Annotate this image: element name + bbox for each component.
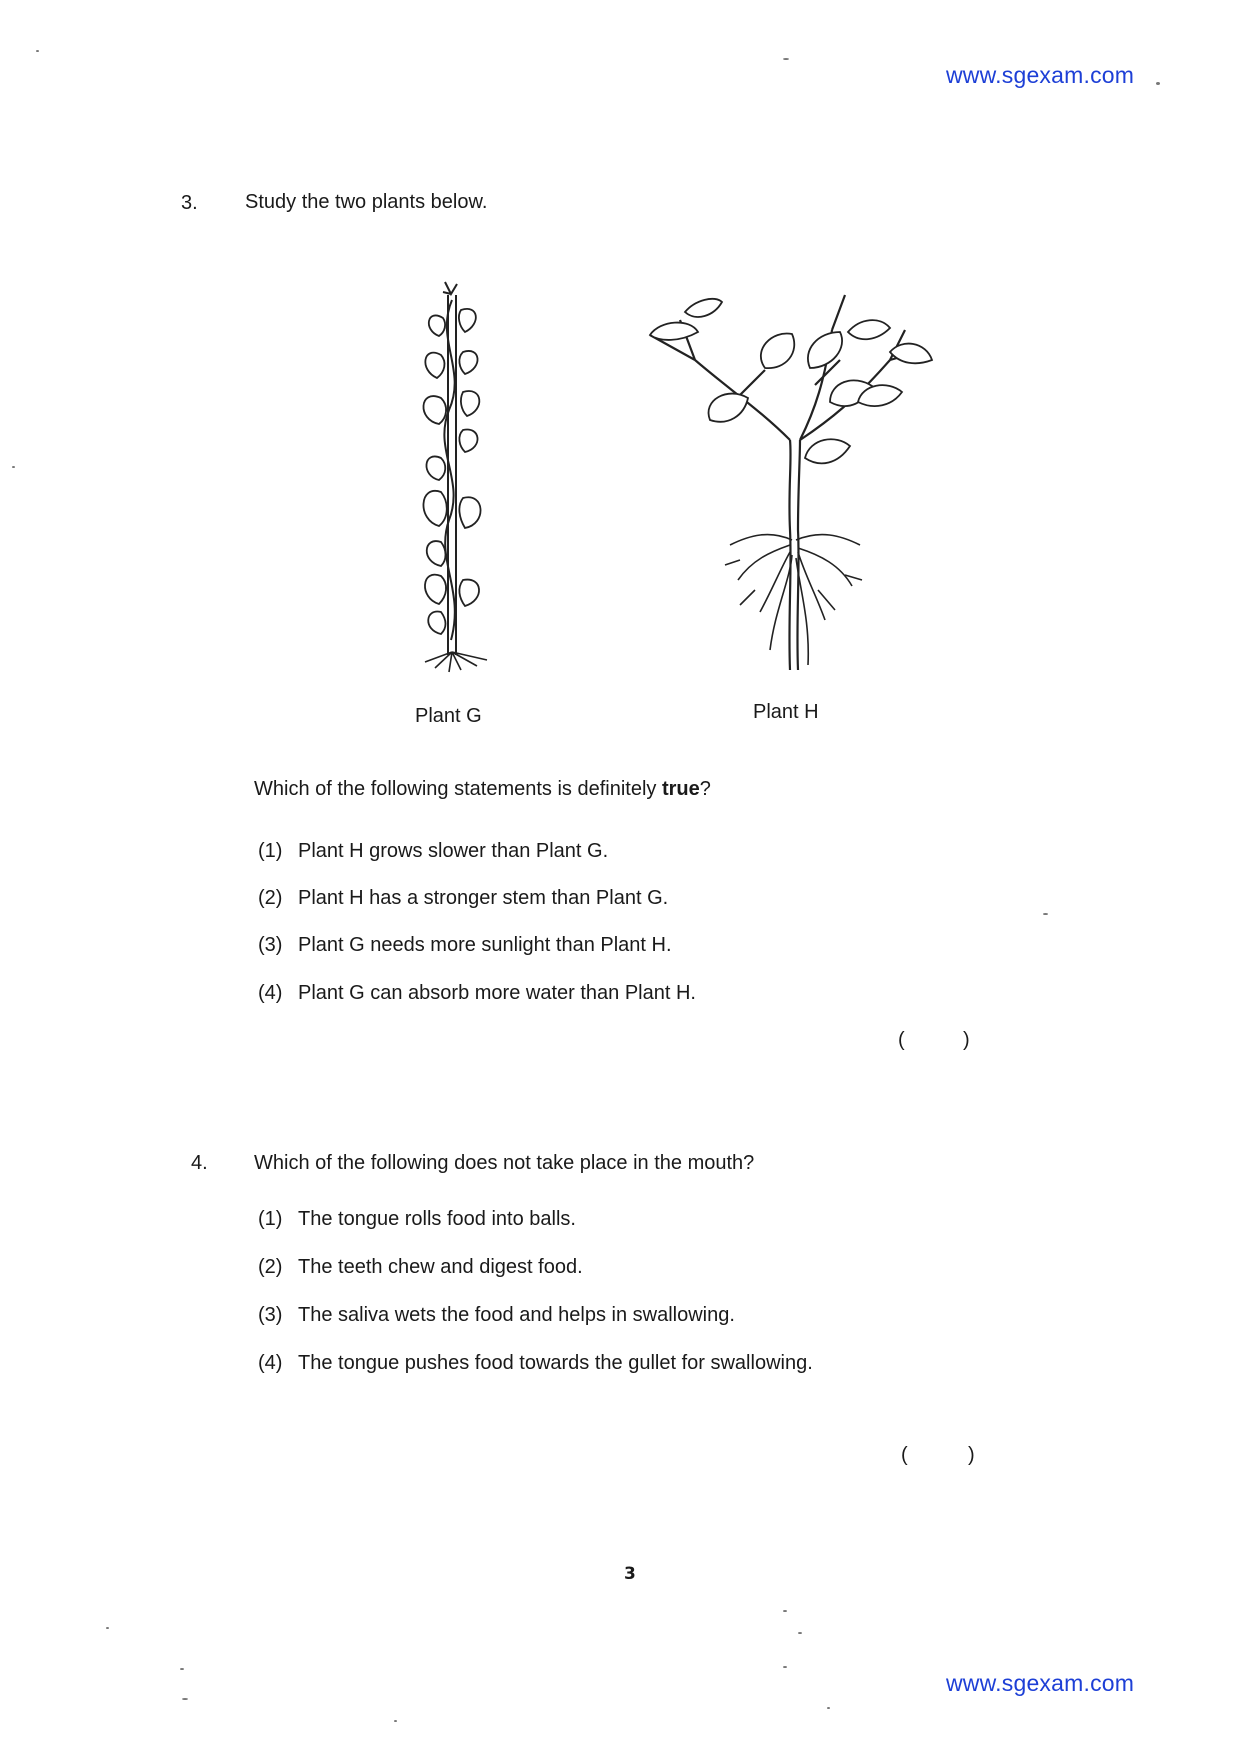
option-number: (1) <box>258 840 283 862</box>
scan-speck <box>783 1610 787 1612</box>
option-text: The teeth chew and digest food. <box>298 1256 583 1278</box>
plant-g-illustration <box>405 280 505 680</box>
option-text: The tongue rolls food into balls. <box>298 1208 576 1230</box>
question-3-prompt-text: Which of the following statements is definitely <box>254 778 662 800</box>
scan-speck <box>798 1632 802 1634</box>
question-3-prompt-end: ? <box>699 778 711 800</box>
plant-g-caption: Plant G <box>415 705 482 727</box>
option-text: Plant H grows slower than Plant G. <box>298 840 609 862</box>
footer-website-link[interactable]: www.sgexam.com <box>946 1670 1135 1696</box>
question-4-option-3[interactable] <box>258 1304 735 1327</box>
scan-speck <box>180 1668 184 1670</box>
question-3-intro: Study the two plants below. <box>245 191 488 213</box>
option-text: Plant G can absorb more water than Plant H. <box>298 982 696 1004</box>
option-text: Plant G needs more sunlight than Plant H. <box>298 934 672 956</box>
question-3-option-4[interactable] <box>258 982 696 1005</box>
scan-speck <box>783 1666 787 1668</box>
option-number: (4) <box>258 982 283 1004</box>
question-4-answer-close: ) <box>968 1444 975 1466</box>
question-4-prompt: Which of the following does not take place in the mouth? <box>254 1152 755 1174</box>
scan-speck <box>827 1707 830 1709</box>
question-3-number: 3. <box>181 192 198 214</box>
scan-speck <box>1156 82 1160 85</box>
question-4-option-4[interactable] <box>258 1352 813 1375</box>
question-4-option-2[interactable] <box>258 1256 583 1279</box>
option-number: (2) <box>258 887 283 909</box>
option-number: (3) <box>258 1304 283 1326</box>
question-3-answer-open: ( <box>898 1029 905 1051</box>
option-number: (4) <box>258 1352 283 1374</box>
page-number: 3 <box>624 1564 636 1584</box>
option-number: (1) <box>258 1208 283 1230</box>
question-3-prompt-emphasis: true <box>661 778 700 800</box>
question-4-option-1[interactable] <box>258 1208 576 1231</box>
option-number: (3) <box>258 934 283 956</box>
option-text: The saliva wets the food and helps in swallowing. <box>298 1304 735 1326</box>
plant-h-illustration <box>640 290 940 675</box>
scan-speck <box>182 1698 188 1700</box>
scan-speck <box>12 466 15 468</box>
option-text: Plant H has a stronger stem than Plant G. <box>298 887 669 909</box>
question-3-answer-close: ) <box>963 1029 970 1051</box>
plant-h-caption: Plant H <box>753 701 819 723</box>
question-3-option-2[interactable] <box>258 887 668 910</box>
header-website-link[interactable]: www.sgexam.com <box>946 62 1135 88</box>
option-text: The tongue pushes food towards the gullet for swallowing. <box>298 1352 813 1374</box>
question-4-answer-open: ( <box>901 1444 908 1466</box>
scan-speck <box>36 50 39 52</box>
question-3-option-1[interactable] <box>258 840 608 863</box>
question-3-prompt <box>254 778 711 801</box>
option-number: (2) <box>258 1256 283 1278</box>
scan-speck <box>1043 913 1048 915</box>
question-3-option-3[interactable] <box>258 934 672 957</box>
question-4-number: 4. <box>191 1152 208 1174</box>
scan-speck <box>106 1627 109 1629</box>
scan-speck <box>783 58 789 60</box>
scan-speck <box>394 1720 397 1722</box>
